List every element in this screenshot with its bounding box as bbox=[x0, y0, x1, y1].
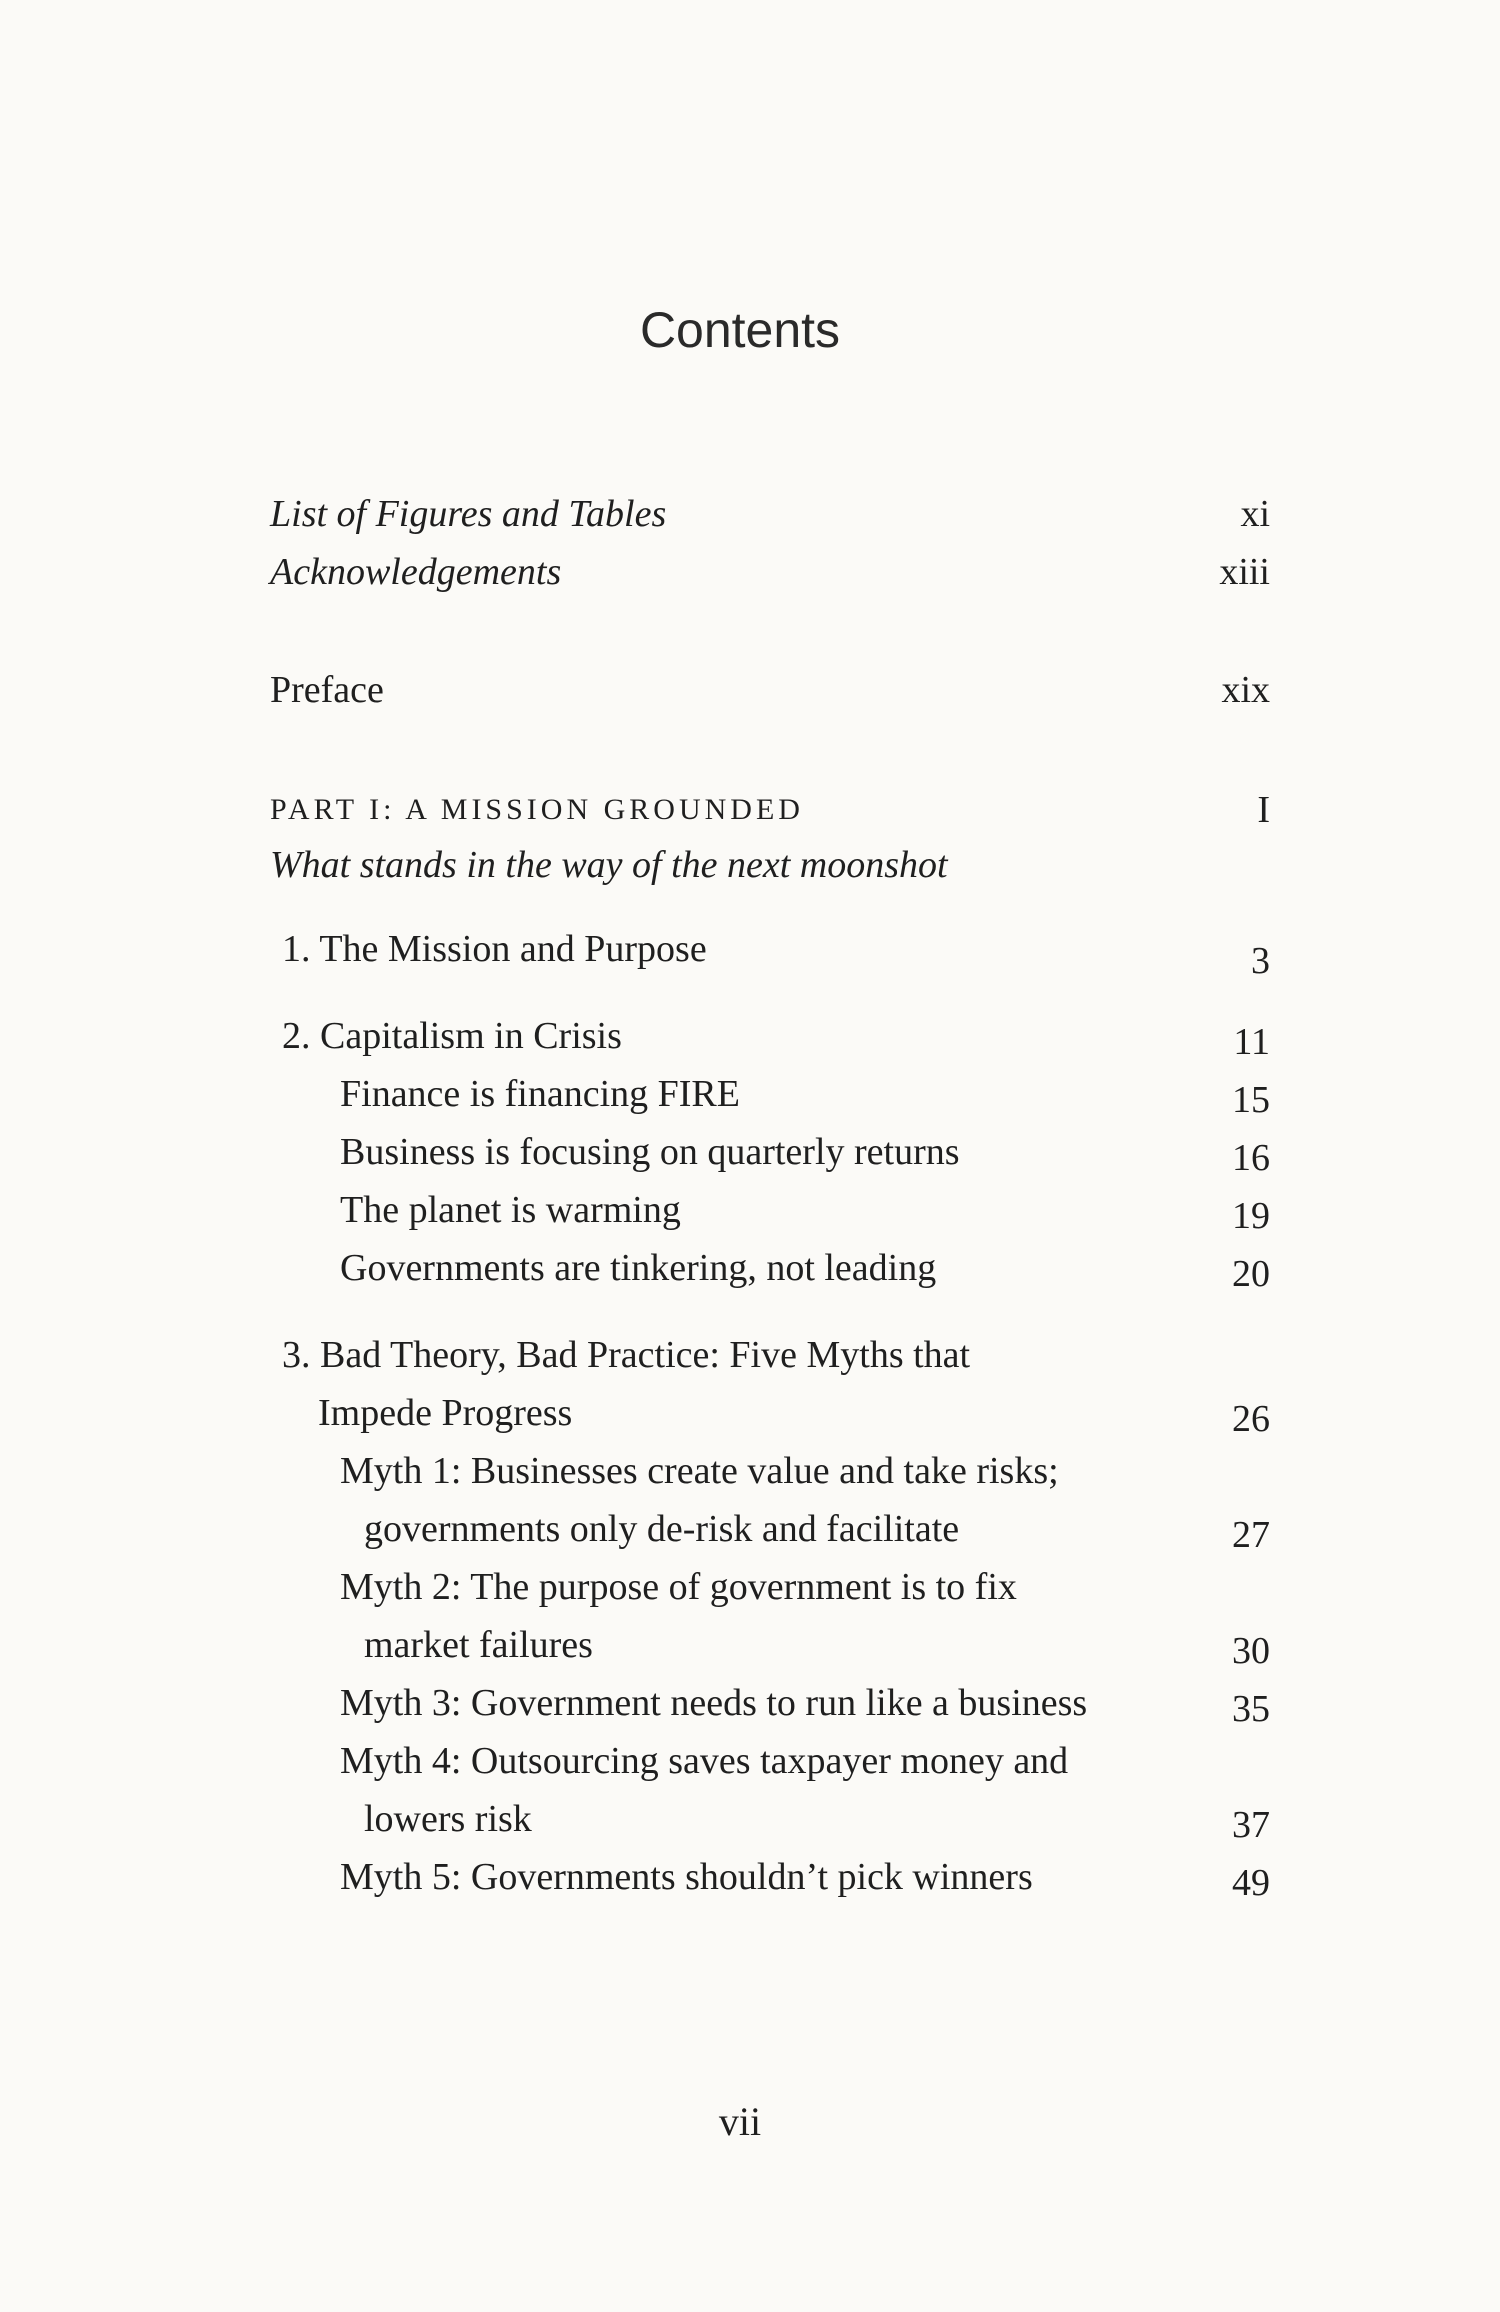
toc-entry-label: List of Figures and Tables bbox=[270, 493, 667, 535]
chapter-page: 3 bbox=[1251, 940, 1270, 982]
myth-label-line1: Myth 3: Government needs to run like a business bbox=[340, 1682, 1088, 1724]
toc-myth-5[interactable] bbox=[270, 1848, 1270, 1906]
section-label: Business is focusing on quarterly returns bbox=[340, 1131, 960, 1173]
toc-chapter-3-continued[interactable] bbox=[270, 1384, 1270, 1442]
section-label: Finance is financing FIRE bbox=[340, 1073, 740, 1115]
part-subtitle: What stands in the way of the next moonshot bbox=[270, 844, 948, 886]
toc-part-subtitle bbox=[270, 836, 1270, 894]
toc-myth-2[interactable] bbox=[270, 1558, 1270, 1616]
chapter-label: 1. The Mission and Purpose bbox=[282, 928, 707, 970]
toc-chapter-1[interactable] bbox=[270, 920, 1270, 982]
page-title: Contents bbox=[639, 302, 841, 358]
section-page: 16 bbox=[1232, 1137, 1270, 1179]
toc-myth-1[interactable] bbox=[270, 1442, 1270, 1500]
toc-entry-page: xix bbox=[1221, 669, 1270, 711]
myth-label-line1: Myth 2: The purpose of government is to fix bbox=[340, 1566, 1017, 1608]
toc-section[interactable] bbox=[270, 1065, 1270, 1123]
part-page: I bbox=[1257, 789, 1270, 831]
section-page: 15 bbox=[1232, 1079, 1270, 1121]
section-page: 20 bbox=[1232, 1253, 1270, 1295]
myth-label-line1: Myth 4: Outsourcing saves taxpayer money and bbox=[340, 1740, 1069, 1782]
toc-entry-page: xiii bbox=[1219, 551, 1270, 593]
toc-myth-2-continued[interactable] bbox=[270, 1616, 1270, 1674]
toc-myth-3[interactable] bbox=[270, 1674, 1270, 1732]
toc-myth-4[interactable] bbox=[270, 1732, 1270, 1790]
myth-label-line2: lowers risk bbox=[364, 1798, 532, 1840]
part-label: PART I: A MISSION GROUNDED bbox=[270, 793, 804, 826]
chapter-label-line1: 3. Bad Theory, Bad Practice: Five Myths that bbox=[282, 1334, 971, 1376]
toc-entry-preface[interactable] bbox=[270, 661, 1270, 719]
chapter-label: 2. Capitalism in Crisis bbox=[282, 1015, 622, 1057]
myth-page: 37 bbox=[1232, 1804, 1270, 1846]
myth-label-line1: Myth 1: Businesses create value and take risks; bbox=[340, 1450, 1059, 1492]
myth-page: 49 bbox=[1232, 1862, 1270, 1904]
toc-chapter-2[interactable] bbox=[270, 1007, 1270, 1065]
toc-section[interactable] bbox=[270, 1239, 1270, 1297]
toc-myth-4-continued[interactable] bbox=[270, 1790, 1270, 1848]
myth-page: 35 bbox=[1232, 1688, 1270, 1730]
chapter-label-line2: Impede Progress bbox=[318, 1392, 573, 1434]
section-page: 19 bbox=[1232, 1195, 1270, 1237]
myth-label-line2: market failures bbox=[364, 1624, 593, 1666]
toc-part-heading[interactable] bbox=[270, 781, 1270, 839]
toc-section[interactable] bbox=[270, 1123, 1270, 1181]
page-number: vii bbox=[718, 2099, 762, 2144]
myth-page: 30 bbox=[1232, 1630, 1270, 1672]
myth-page: 27 bbox=[1232, 1514, 1270, 1556]
toc-chapter-3[interactable] bbox=[270, 1326, 1270, 1384]
toc-entry-list-of-figures[interactable] bbox=[270, 485, 1270, 543]
chapter-page: 11 bbox=[1233, 1021, 1270, 1063]
myth-label-line1: Myth 5: Governments shouldn’t pick winners bbox=[340, 1856, 1033, 1898]
toc-entry-label: Acknowledgements bbox=[270, 551, 562, 593]
chapter-page: 26 bbox=[1232, 1398, 1270, 1440]
myth-label-line2: governments only de-risk and facilitate bbox=[364, 1508, 960, 1550]
toc-myth-1-continued[interactable] bbox=[270, 1500, 1270, 1558]
toc-entry-label: Preface bbox=[270, 669, 384, 711]
toc-section[interactable] bbox=[270, 1181, 1270, 1239]
toc-entry-page: xi bbox=[1240, 493, 1270, 535]
section-label: The planet is warming bbox=[340, 1189, 681, 1231]
section-label: Governments are tinkering, not leading bbox=[340, 1247, 937, 1289]
toc-entry-acknowledgements[interactable] bbox=[270, 543, 1270, 601]
